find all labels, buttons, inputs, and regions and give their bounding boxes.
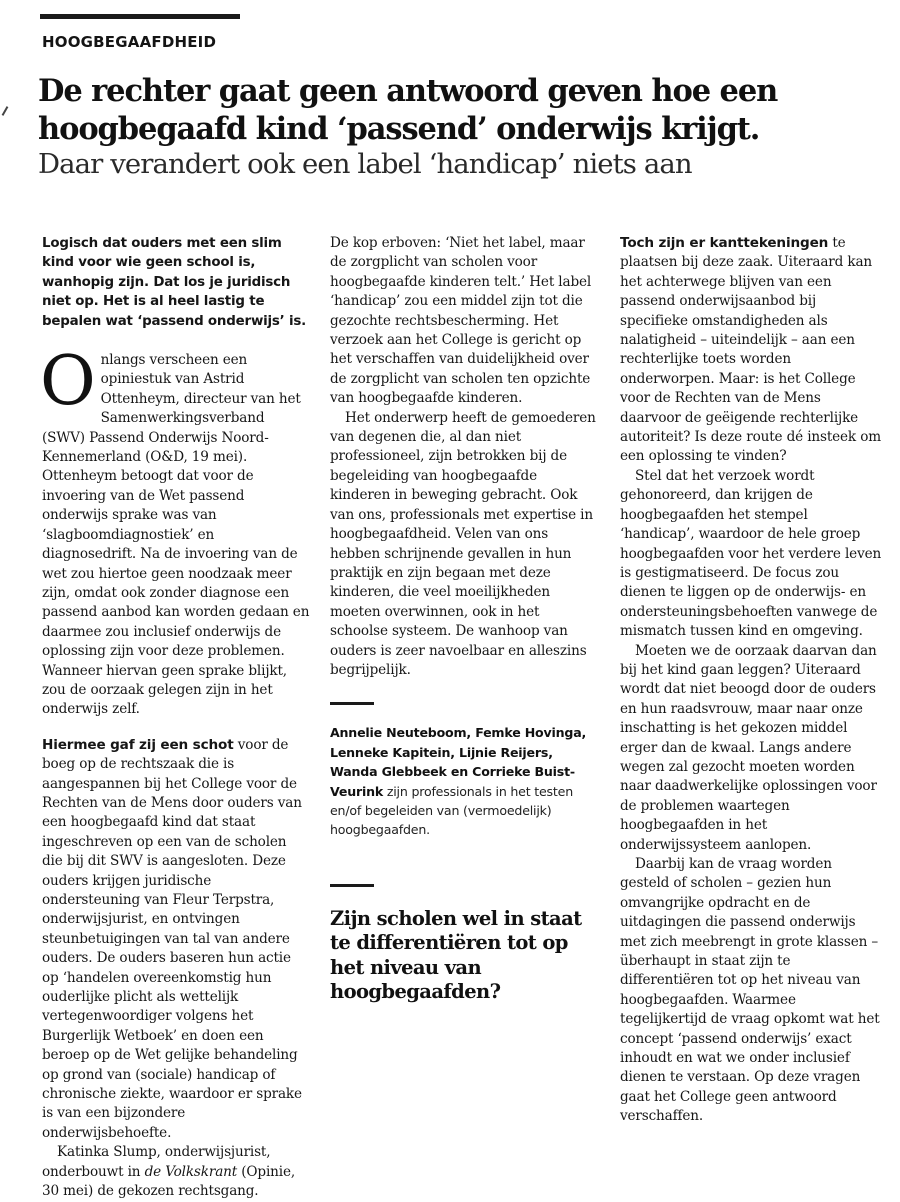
author-box — [330, 702, 598, 839]
column-3 — [620, 234, 882, 1127]
paragraph-verzoek: Stel dat het verzoek wordt gehonoreerd, dan krijgen de hoogbegaafden het stempel ‘handicap’, waardoor de hele groep hoogbegaafden voor het verdere leven is gestigmatiseerd. De focus zou dienen te liggen op de onderwijs- en ondersteuningsbehoeften vanwege de mismatch tussen kind en omgeving. — [620, 467, 882, 640]
paragraph-vraag: Daarbij kan de vraag worden gesteld of scholen – gezien hun omvangrijke opdracht en de uitdagingen die passend onderwijs met zich meebrengt in grote klassen – überhaupt in staat zijn te differentiëren tot op het niveau van hoogbegaafden. Waarmee tegelijkertijd de vraag opkomt wat het concept ‘passend onderwijs’ exact inhoudt en wat we onder inclusief dienen te verstaan. Op deze vragen gaat het College geen antwoord verschaffen. — [620, 856, 880, 1125]
pull-quote: Zijn scholen wel in staat te differentiëren tot op het niveau van hoogbegaafden? — [330, 906, 582, 1004]
drop-cap: O — [40, 342, 96, 422]
paragraph-schot — [42, 736, 310, 1144]
paragraph-oorzaak: Moeten we de oorzaak daarvan dan bij het kind gaan leggen? Uiteraard wordt dat niet beoogd door de ouders en hun raadsvrouw, maar naar onze inschatting is het gekozen middel erger dan de kwaal. Langs andere wegen zal gezocht moeten worden naar daadwerkelijke oplossingen voor de problemen waartegen hoogbegaafden in het onderwijssysteem aanlopen. — [620, 642, 877, 853]
paragraph-text: Katinka Slump, onderwijsjurist, onderbouwt in — [42, 1144, 271, 1180]
paragraph-lead-in: Toch zijn er kanttekeningen — [620, 235, 829, 251]
paragraph-onderwerp: Het onderwerp heeft de gemoederen van degenen die, al dan niet professioneel, zijn betrokken bij de begeleiding van hoogbegaafde kinderen in beweging gebracht. Ook van ons, professionals met expertise in hoogbegaafdheid. Velen van ons hebben schrijnende gevallen in hun praktijk en zijn begaan met deze kinderen, die veel moeilijkheden moeten overwinnen, ook in het schoolse systeem. De wanhoop van ouders is zeer navoelbaar en alleszins begrijpelijk. — [330, 409, 596, 678]
paragraph-body: voor de boeg op de rechtszaak die is aangespannen bij het College voor de Rechten van de Mens door ouders van een hoogbegaafd kind dat staat ingeschreven op een van de scholen die bij dit SWV is aangesloten. Deze ouders krijgen juridische ondersteuning van Fleur Terpstra, onderwijsjurist, en ontvingen steunbetuigingen van tal van andere ouders. De ouders baseren hun actie op ‘handelen overeenkomstig hun ouderlijke plicht als wettelijk vertegenwoordiger volgens het Burgerlijk Wetboek’ en doen een beroep op de Wet gelijke behandeling op grond van (sociale) handicap of chronische ziekte, waardoor er sprake is van een bijzondere onderwijsbehoefte. — [42, 736, 302, 1141]
publication-name: de Volkskrant — [144, 1163, 238, 1180]
intro-paragraph: Logisch dat ouders met een slim kind voor wie geen school is, wanhopig zijn. Dat los je juridisch niet op. Het is al heel lastig te bepalen wat ‘passend onderwijs’ is. — [42, 236, 307, 329]
author-description: zijn professionals in het testen en/of begeleiden van (vermoedelijk) hoogbegaafden. — [330, 783, 573, 838]
section-kicker: HOOGBEGAAFDHEID — [42, 33, 217, 51]
byline-rule — [330, 702, 374, 705]
pullquote-box — [330, 884, 598, 1005]
author-names: Annelie Neuteboom, Femke Hovinga, Lenneke Kapitein, Lijnie Reijers, Wanda Glebbeek en Corrieke Buist-Veurink — [330, 725, 587, 799]
paragraph-body: te plaatsen bij deze zaak. Uiteraard kan het achterwege blijven van een passend onderwijsaanbod bij specifieke omstandigheden als nalatigheid – uiteindelijk – aan een rechterlijke toets worden onderworpen. Maar: is het College voor de Rechten van de Mens daarvoor de geëigende rechterlijke autoriteit? Is deze route dé insteek om een oplossing te vinden? — [620, 235, 881, 465]
headline: De rechter gaat geen antwoord geven hoe een hoogbegaafd kind ‘passend’ onderwijs krijgt. — [38, 73, 778, 147]
margin-mark — [2, 106, 9, 116]
author-byline — [330, 723, 598, 839]
subheadline: Daar verandert ook een label ‘handicap’ niets aan — [38, 148, 692, 180]
column-1 — [42, 234, 310, 1202]
paragraph-kop: De kop erboven: ‘Niet het label, maar de zorgplicht van scholen voor hoogbegaafde kinderen telt.’ Het label ‘handicap’ zou een middel zijn tot die gezochte rechtsbescherming. Het verzoek aan het College is gericht op het verschaffen van duidelijkheid over de zorgplicht van scholen ten opzichte van hoogbegaafde kinderen. — [330, 235, 592, 407]
column-2 — [330, 234, 598, 1005]
paragraph-kanttekeningen — [620, 234, 882, 467]
top-rule — [40, 14, 240, 19]
paragraph-opening — [40, 342, 310, 720]
paragraph-slump — [42, 1143, 310, 1201]
pullquote-rule — [330, 884, 374, 887]
paragraph-lead-in: Hiermee gaf zij een schot — [42, 736, 234, 753]
paragraph-text: (Opinie, 30 mei) de gekozen rechtsgang. — [42, 1163, 296, 1200]
paragraph-opening-text: nlangs verscheen een opiniestuk van Astrid Ottenheym, directeur van het Samenwerkingsverband (SWV) Passend Onderwijs Noord-Kennemerland (O&D, 19 mei). Ottenheym betoogt dat voor de invoering van de Wet passend onderwijs sprake was van ‘slagboomdiagnostiek’ en diagnosedrift. Na de invoering van de wet zou hiertoe geen noodzaak meer zijn, omdat ook zonder diagnose een passend aanbod kan worden gedaan en daarmee zou inclusief onderwijs de oplossing zijn voor deze problemen. Wanneer hiervan geen sprake blijkt, zou de oorzaak gelegen zijn in het onderwijs zelf. — [42, 352, 310, 718]
